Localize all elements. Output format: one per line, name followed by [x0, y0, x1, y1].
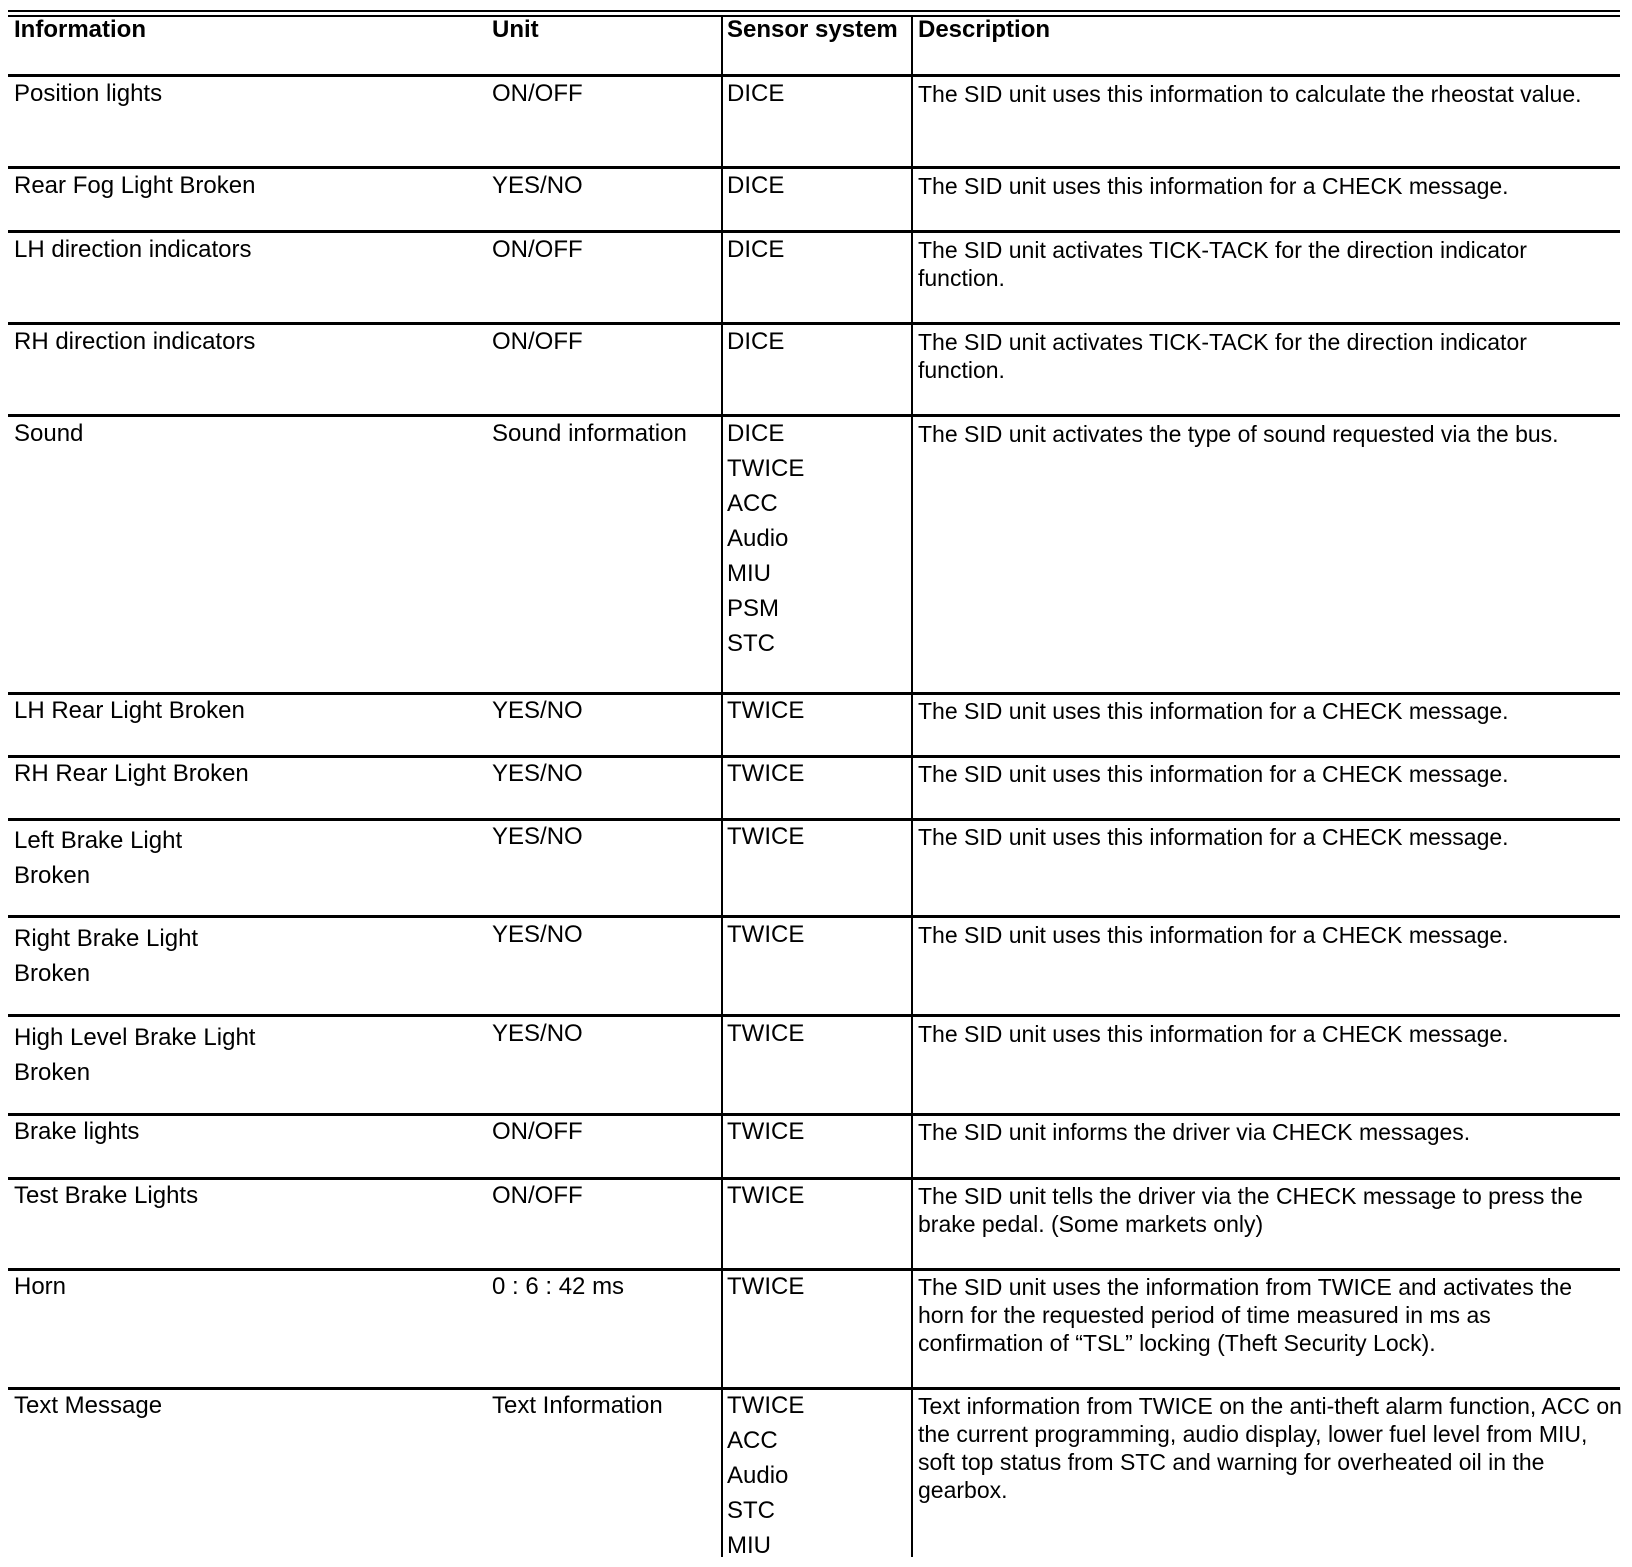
row-unit: YES/NO	[492, 172, 583, 199]
row-description: Text information from TWICE on the anti-theft alarm function, ACC on the current programming, audio display, lower fuel level from MIU, soft top status from STC and warning for overheated oil in the gearbox.	[918, 1393, 1622, 1503]
sensor-item: DICE	[727, 328, 785, 355]
row-information: Left Brake Light Broken	[14, 827, 183, 889]
table-top-rule	[8, 10, 1620, 12]
row-description: The SID unit uses the information from TWICE and activates the horn for the requested period of time measured in ms as confirmation of “TSL” locking (Theft Security Lock).	[918, 1274, 1573, 1356]
row-divider	[8, 322, 1620, 325]
sensor-item: TWICE	[727, 760, 805, 787]
row-description: The SID unit uses this information for a CHECK message.	[918, 824, 1509, 850]
row-description: The SID unit uses this information for a CHECK message.	[918, 1021, 1509, 1047]
sensor-item: STC	[727, 630, 775, 657]
row-unit: YES/NO	[492, 1020, 583, 1047]
row-sensor-list	[727, 420, 804, 665]
row-unit: ON/OFF	[492, 236, 583, 263]
sensor-item: DICE	[727, 420, 785, 447]
row-information: LH direction indicators	[14, 236, 252, 263]
row-sensor-list	[727, 823, 804, 858]
row-description: The SID unit uses this information for a CHECK message.	[918, 698, 1509, 724]
sensor-item: TWICE	[727, 1020, 805, 1047]
row-information: Right Brake Light Broken	[14, 925, 199, 987]
sensor-item: TWICE	[727, 697, 805, 724]
row-sensor-list	[727, 1118, 804, 1153]
row-description: The SID unit uses this information for a CHECK message.	[918, 761, 1509, 787]
header-unit: Unit	[492, 16, 539, 43]
row-sensor-list	[727, 1392, 804, 1567]
row-sensor-list	[727, 1182, 804, 1217]
row-unit: Text Information	[492, 1392, 663, 1419]
row-information: Text Message	[14, 1392, 163, 1419]
header-description: Description	[918, 16, 1051, 43]
row-description: The SID unit activates TICK-TACK for the direction indicator function.	[918, 329, 1527, 383]
row-sensor-list	[727, 921, 804, 956]
row-sensor-list	[727, 328, 784, 363]
row-unit: YES/NO	[492, 697, 583, 724]
sensor-item: ACC	[727, 1427, 778, 1454]
row-divider	[8, 230, 1620, 233]
sensor-item: TWICE	[727, 1118, 805, 1145]
row-divider	[8, 692, 1620, 695]
sensor-item: DICE	[727, 172, 785, 199]
row-divider	[8, 1268, 1620, 1271]
row-description: The SID unit uses this information to calculate the rheostat value.	[918, 81, 1582, 107]
row-sensor-list	[727, 80, 784, 115]
row-divider	[8, 1177, 1620, 1180]
row-unit: ON/OFF	[492, 1118, 583, 1145]
row-unit: ON/OFF	[492, 80, 583, 107]
sensor-column-rule	[721, 15, 723, 1557]
row-sensor-list	[727, 697, 804, 732]
row-unit: ON/OFF	[492, 328, 583, 355]
row-information: LH Rear Light Broken	[14, 697, 245, 724]
row-unit: YES/NO	[492, 760, 583, 787]
row-unit: YES/NO	[492, 921, 583, 948]
row-information: RH Rear Light Broken	[14, 760, 249, 787]
row-sensor-list	[727, 1020, 804, 1055]
sensor-item: DICE	[727, 80, 785, 107]
row-divider	[8, 1014, 1620, 1017]
row-information: Horn	[14, 1273, 67, 1300]
row-sensor-list	[727, 1273, 804, 1308]
sensor-item: ACC	[727, 490, 778, 517]
row-information: Rear Fog Light Broken	[14, 172, 256, 199]
row-sensor-list	[727, 172, 784, 207]
sensor-item: PSM	[727, 595, 780, 622]
row-divider	[8, 414, 1620, 417]
sensor-item: Audio	[727, 1462, 789, 1489]
row-description: The SID unit uses this information for a CHECK message.	[918, 922, 1509, 948]
row-information: High Level Brake Light Broken	[14, 1024, 256, 1086]
sensor-item: Audio	[727, 525, 789, 552]
row-information: Test Brake Lights	[14, 1182, 199, 1209]
row-information: Sound	[14, 420, 84, 447]
sensor-item: TWICE	[727, 1392, 805, 1419]
sensor-item: MIU	[727, 1532, 771, 1559]
sensor-item: TWICE	[727, 455, 805, 482]
row-unit: 0 : 6 : 42 ms	[492, 1273, 625, 1300]
sensor-item: TWICE	[727, 1273, 805, 1300]
header-sensor-system: Sensor system	[727, 16, 898, 43]
row-divider	[8, 818, 1620, 821]
row-description: The SID unit uses this information for a CHECK message.	[918, 173, 1509, 199]
row-description: The SID unit tells the driver via the CHECK message to press the brake pedal. (Some markets only)	[918, 1183, 1583, 1237]
row-description: The SID unit activates TICK-TACK for the direction indicator function.	[918, 237, 1527, 291]
header-information: Information	[14, 16, 146, 43]
row-divider	[8, 915, 1620, 918]
row-unit: ON/OFF	[492, 1182, 583, 1209]
row-information: Brake lights	[14, 1118, 140, 1145]
row-divider	[8, 1113, 1620, 1116]
sensor-item: STC	[727, 1497, 775, 1524]
row-description: The SID unit informs the driver via CHECK messages.	[918, 1119, 1471, 1145]
header-bottom-rule	[8, 74, 1620, 77]
row-divider	[8, 166, 1620, 169]
row-unit: Sound information	[492, 420, 687, 447]
sensor-item: TWICE	[727, 1182, 805, 1209]
description-column-rule	[911, 15, 913, 1557]
sensor-item: MIU	[727, 560, 771, 587]
row-sensor-list	[727, 760, 804, 795]
sensor-item: TWICE	[727, 823, 805, 850]
sensor-item: DICE	[727, 236, 785, 263]
row-divider	[8, 755, 1620, 758]
row-description: The SID unit activates the type of sound requested via the bus.	[918, 421, 1559, 447]
sensor-item: TWICE	[727, 921, 805, 948]
row-sensor-list	[727, 236, 784, 271]
row-divider	[8, 1387, 1620, 1390]
row-information: RH direction indicators	[14, 328, 256, 355]
row-information: Position lights	[14, 80, 163, 107]
row-unit: YES/NO	[492, 823, 583, 850]
